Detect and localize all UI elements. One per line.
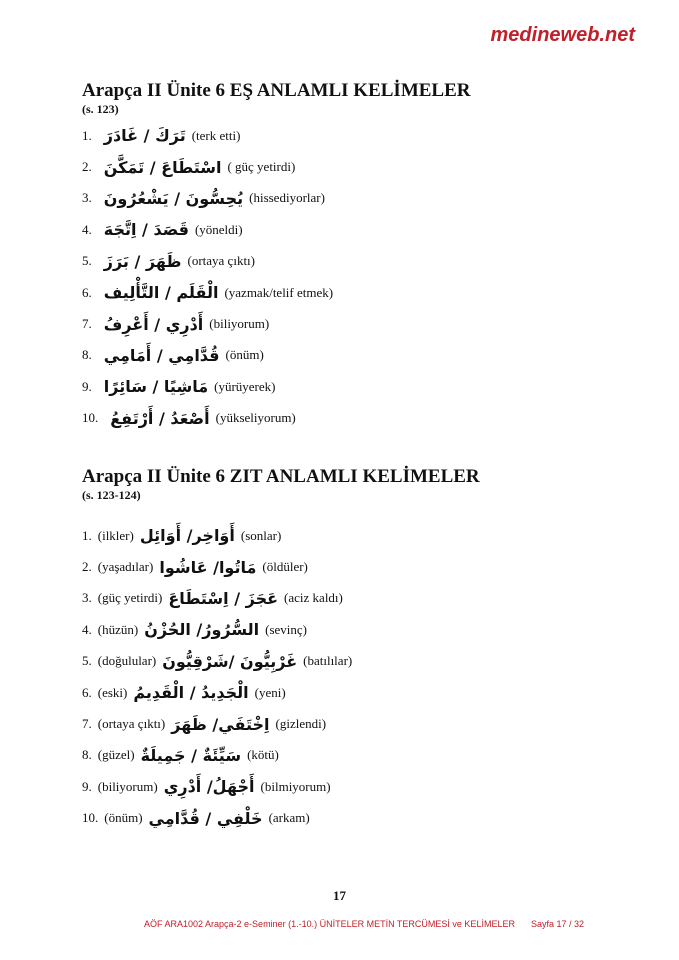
arabic-words: أَصْعَدُ / أَرْتَفِعُ (110, 408, 210, 428)
arabic-words: أَدْرِي / أَعْرِفُ (103, 314, 204, 334)
list-item (82, 277, 622, 308)
list-item (82, 246, 622, 277)
arabic-words: مَاتُوا/ عَاشُوا (159, 557, 257, 577)
item-right-meaning: (kötü) (247, 747, 279, 763)
item-left-meaning: (önüm) (104, 810, 143, 826)
list-item (82, 151, 622, 182)
item-number: 2. (82, 559, 92, 575)
synonyms-section (82, 80, 622, 434)
item-left-meaning: (güzel) (97, 747, 135, 763)
item-meaning: (hissediyorlar) (249, 190, 325, 206)
footer-page: Sayfa 17 / 32 (530, 919, 584, 929)
list-item (82, 183, 622, 214)
item-right-meaning: (öldüler) (262, 559, 308, 575)
section-pages: (s. 123) (82, 102, 119, 116)
item-number: 8. (82, 347, 92, 363)
item-meaning: ( güç yetirdi) (227, 159, 296, 175)
item-number: 8. (82, 747, 92, 763)
item-number: 4. (82, 621, 92, 637)
arabic-words: أَوَاخِر/ أَوَائِل (139, 526, 235, 546)
list-item (82, 803, 622, 834)
list-item (82, 708, 622, 739)
item-number: 9. (82, 778, 92, 794)
item-meaning: (ortaya çıktı) (187, 253, 255, 269)
item-right-meaning: (aciz kaldı) (284, 590, 343, 606)
section-pages: (s. 123-124) (82, 488, 141, 502)
item-meaning: (yükseliyorum) (215, 410, 296, 426)
list-item (82, 646, 622, 677)
item-number: 9. (82, 378, 92, 394)
item-meaning: (yöneldi) (194, 221, 243, 237)
arabic-words: اسْتَطَاعَ / تَمَكَّنَ (103, 157, 222, 177)
item-meaning: (yürüyerek) (214, 378, 276, 394)
site-watermark: medineweb.net (490, 24, 635, 46)
item-meaning: (önüm) (225, 347, 264, 363)
list-item (82, 371, 622, 402)
item-right-meaning: (gizlendi) (275, 716, 327, 732)
arabic-words: قُدَّامِي / أَمَامِي (103, 345, 220, 365)
list-item (82, 120, 622, 151)
list-item (82, 520, 622, 551)
arabic-words: سَيِّئَةٌ / جَمِيلَةٌ (140, 745, 242, 765)
item-left-meaning: (biliyorum) (97, 778, 158, 794)
item-number: 3. (82, 190, 92, 206)
arabic-words: الْجَدِيدُ / الْقَدِيمُ (133, 683, 249, 703)
item-meaning: (yazmak/telif etmek) (224, 284, 334, 300)
list-item (82, 403, 622, 434)
page-footer (144, 919, 584, 929)
list-item (82, 214, 622, 245)
item-number: 6. (82, 284, 92, 300)
antonyms-list (82, 520, 622, 834)
list-item (82, 771, 622, 802)
section-title: Arapça II Ünite 6 EŞ ANLAMLI KELİMELER (82, 80, 471, 101)
item-number: 7. (82, 316, 92, 332)
arabic-words: مَاشِيًا / سَائِرًا (103, 377, 209, 397)
page-number: 17 (333, 888, 346, 903)
item-right-meaning: (sonlar) (240, 527, 282, 543)
list-item (82, 308, 622, 339)
item-left-meaning: (ortaya çıktı) (97, 716, 166, 732)
item-right-meaning: (sevinç) (265, 621, 307, 637)
item-right-meaning: (batılılar) (303, 653, 353, 669)
arabic-words: تَرَكَ / غَادَرَ (103, 126, 186, 146)
item-number: 5. (82, 653, 92, 669)
list-item (82, 340, 622, 371)
list-item (82, 614, 622, 645)
item-left-meaning: (doğulular) (97, 653, 157, 669)
arabic-words: ظَهَرَ / بَرَزَ (103, 251, 182, 271)
item-right-meaning: (yeni) (254, 684, 286, 700)
list-item (82, 677, 622, 708)
arabic-words: قَصَدَ / اِتَّجَهَ (103, 220, 189, 240)
synonyms-list (82, 120, 622, 434)
item-number: 1. (82, 527, 92, 543)
list-item (82, 583, 622, 614)
arabic-words: غَرْبِيُّونَ /شَرْقِيُّونَ (162, 651, 298, 671)
arabic-words: أَجْهَلُ/ أَدْرِي (163, 777, 255, 797)
item-left-meaning: (ilkler) (97, 527, 134, 543)
item-number: 3. (82, 590, 92, 606)
arabic-words: يُحِسُّونَ / يَشْعُرُونَ (103, 188, 244, 208)
arabic-words: اِخْتَفَي/ ظَهَرَ (171, 714, 270, 734)
list-item (82, 740, 622, 771)
item-left-meaning: (güç yetirdi) (97, 590, 163, 606)
item-number: 1. (82, 127, 92, 143)
arabic-words: الْقَلَم / التَّأْلِيف (103, 283, 219, 303)
item-number: 7. (82, 716, 92, 732)
arabic-words: السُّرُورُ/ الحُزْنُ (144, 620, 260, 640)
item-left-meaning: (yaşadılar) (97, 559, 154, 575)
item-number: 2. (82, 159, 92, 175)
arabic-words: خَلْفِي / قُدَّامِي (148, 808, 263, 828)
item-left-meaning: (hüzün) (97, 621, 139, 637)
antonyms-section (82, 466, 622, 834)
arabic-words: عَجَزَ / اِسْتَطَاعَ (168, 588, 279, 608)
item-meaning: (terk etti) (191, 127, 241, 143)
item-number: 10. (82, 810, 99, 826)
footer-text: AÖF ARA1002 Arapça-2 e-Seminer (1.-10.) ÜNİTELER METİN TERCÜMESİ ve KELİMELER (144, 919, 515, 929)
item-number: 6. (82, 684, 92, 700)
item-number: 5. (82, 253, 92, 269)
list-item (82, 551, 622, 582)
item-right-meaning: (bilmiyorum) (260, 778, 331, 794)
item-meaning: (biliyorum) (209, 316, 270, 332)
item-right-meaning: (arkam) (268, 810, 310, 826)
item-number: 4. (82, 221, 92, 237)
item-left-meaning: (eski) (97, 684, 128, 700)
item-number: 10. (82, 410, 99, 426)
section-title: Arapça II Ünite 6 ZIT ANLAMLI KELİMELER (82, 466, 480, 487)
